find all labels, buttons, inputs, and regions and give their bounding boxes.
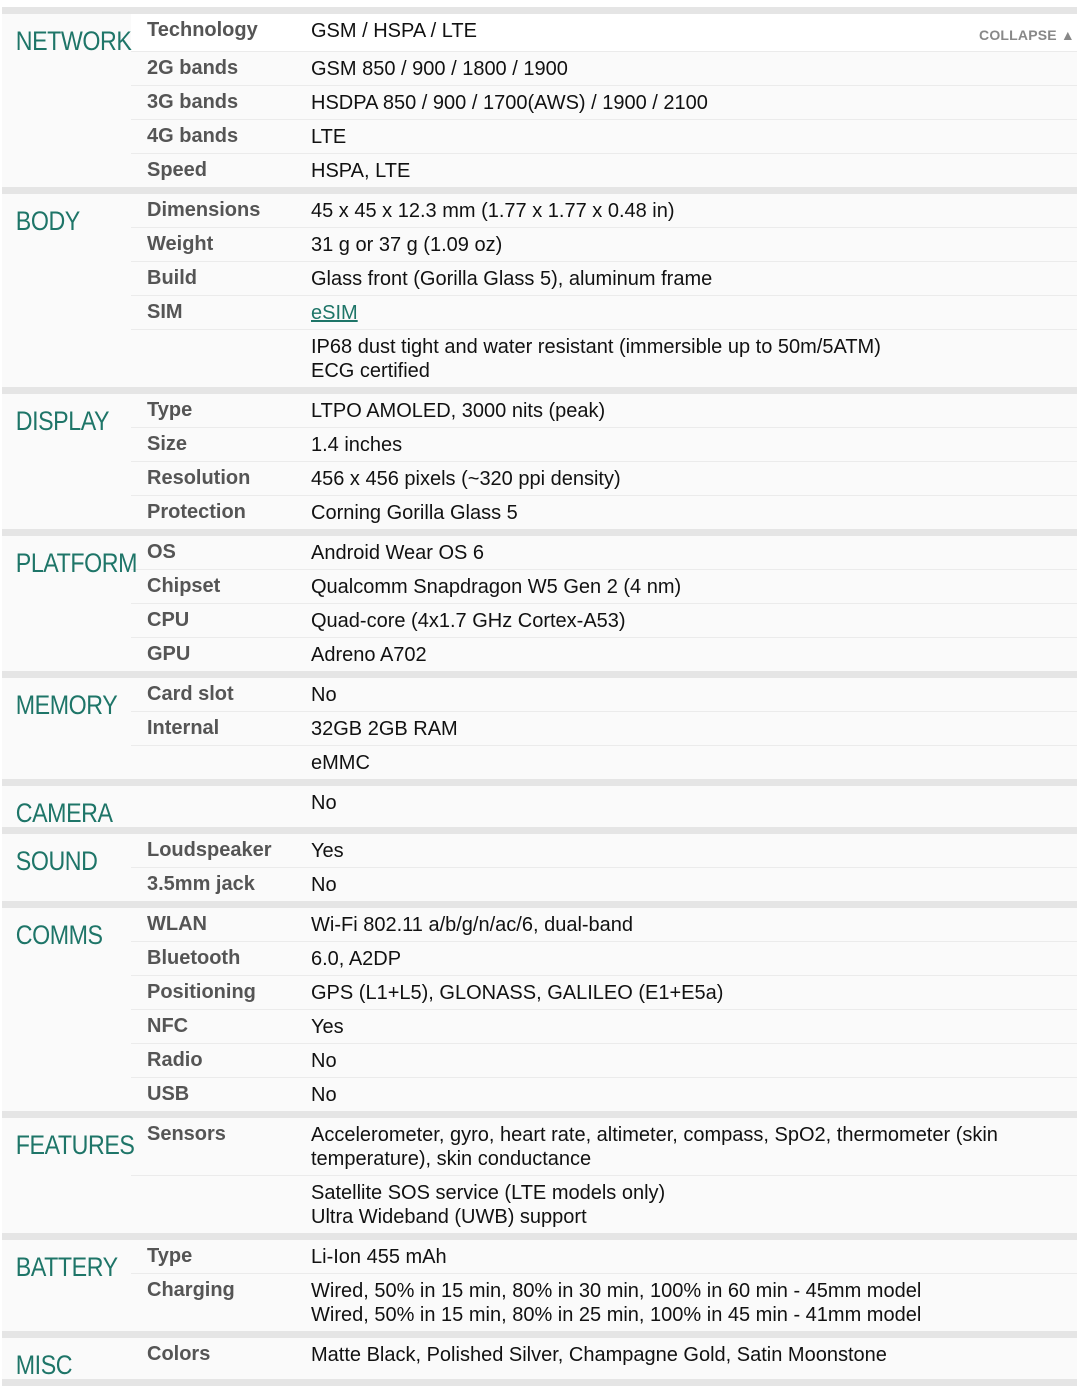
spec-value-line: Quad-core (4x1.7 GHz Cortex-A53) xyxy=(311,610,626,632)
spec-value xyxy=(311,908,1077,941)
section-title: BODY xyxy=(15,206,80,236)
spec-label: Internal xyxy=(147,717,220,739)
spec-label: Technology xyxy=(147,19,258,41)
spec-value xyxy=(311,786,1077,819)
spec-row xyxy=(131,462,1077,496)
spec-label: Radio xyxy=(147,1049,203,1071)
spec-label: Type xyxy=(147,1245,193,1267)
spec-value xyxy=(311,394,1077,427)
spec-value-line: No xyxy=(311,1084,337,1106)
spec-label: USB xyxy=(147,1083,190,1105)
section-title: MISC xyxy=(15,1350,73,1380)
spec-section-features xyxy=(2,1118,1077,1240)
spec-value xyxy=(311,1010,1077,1043)
spec-row xyxy=(131,1274,1077,1331)
spec-value-line: eMMC xyxy=(311,752,370,774)
spec-value-line: GSM / HSPA / LTE xyxy=(311,20,477,42)
spec-value-line: 456 x 456 pixels (~320 ppi density) xyxy=(311,468,621,490)
spec-row xyxy=(131,1078,1077,1111)
spec-row xyxy=(131,942,1077,976)
spec-label: Sensors xyxy=(147,1123,226,1145)
spec-value xyxy=(311,120,1077,153)
spec-label: Chipset xyxy=(147,575,221,597)
spec-value-line: Accelerometer, gyro, heart rate, altimeter, compass, SpO2, thermometer (skin temperature), skin conductance xyxy=(311,1124,998,1170)
spec-value-line: Adreno A702 xyxy=(311,644,427,666)
spec-label: Type xyxy=(147,399,193,421)
spec-value xyxy=(311,194,1077,227)
spec-value xyxy=(311,330,1077,387)
section-title: CAMERA xyxy=(15,798,113,828)
spec-rows xyxy=(131,1118,1077,1233)
spec-value xyxy=(311,678,1077,711)
spec-value xyxy=(311,1338,1077,1371)
spec-value xyxy=(311,1118,1077,1175)
spec-value xyxy=(311,868,1077,901)
spec-row xyxy=(131,570,1077,604)
spec-label: 3G bands xyxy=(147,91,239,113)
spec-row xyxy=(131,228,1077,262)
spec-section-network xyxy=(2,14,1077,194)
spec-row xyxy=(131,1338,1077,1371)
spec-label: CPU xyxy=(147,609,190,631)
spec-value-line: 32GB 2GB RAM xyxy=(311,718,458,740)
spec-label: SIM xyxy=(147,301,183,323)
spec-value xyxy=(311,228,1077,261)
spec-value-line: 1.4 inches xyxy=(311,434,403,456)
spec-value xyxy=(311,462,1077,495)
spec-section-misc xyxy=(2,1338,1077,1386)
section-title: COMMS xyxy=(15,920,103,950)
section-title: BATTERY xyxy=(15,1252,118,1282)
spec-rows xyxy=(131,834,1077,901)
spec-value xyxy=(311,1176,1077,1233)
spec-row xyxy=(131,1044,1077,1078)
section-title: FEATURES xyxy=(15,1130,135,1160)
spec-value xyxy=(311,746,1077,779)
spec-value xyxy=(311,638,1077,671)
spec-value xyxy=(311,154,1077,187)
spec-rows xyxy=(131,908,1077,1111)
spec-row xyxy=(131,604,1077,638)
spec-label: Positioning xyxy=(147,981,256,1003)
spec-row xyxy=(131,786,1077,819)
spec-value-line: Wired, 50% in 15 min, 80% in 25 min, 100% in 45 min - 41mm model xyxy=(311,1304,922,1326)
spec-row xyxy=(131,496,1077,529)
spec-label: 2G bands xyxy=(147,57,239,79)
spec-rows xyxy=(131,1240,1077,1331)
spec-value xyxy=(311,1044,1077,1077)
spec-value-line: No xyxy=(311,792,337,814)
collapse-button[interactable]: COLLAPSE ▲ xyxy=(979,27,1075,43)
spec-value-line: No xyxy=(311,874,337,896)
spec-value xyxy=(311,834,1077,867)
spec-row xyxy=(131,296,1077,330)
spec-row xyxy=(131,330,1077,387)
spec-value xyxy=(311,296,1077,329)
spec-value-line: IP68 dust tight and water resistant (immersible up to 50m/5ATM) xyxy=(311,336,881,358)
spec-value xyxy=(311,1274,1077,1331)
spec-row xyxy=(131,1010,1077,1044)
spec-label xyxy=(131,1176,311,1233)
spec-label: Build xyxy=(147,267,197,289)
spec-value xyxy=(311,536,1077,569)
spec-label: Charging xyxy=(147,1279,235,1301)
spec-value xyxy=(311,86,1077,119)
spec-value xyxy=(311,428,1077,461)
spec-value-line: 45 x 45 x 12.3 mm (1.77 x 1.77 x 0.48 in) xyxy=(311,200,675,222)
spec-value-line: Yes xyxy=(311,1016,344,1038)
spec-section-battery xyxy=(2,1240,1077,1338)
spec-row xyxy=(131,86,1077,120)
spec-value-line: HSPA, LTE xyxy=(311,160,411,182)
section-title: DISPLAY xyxy=(15,406,110,436)
spec-label: Size xyxy=(147,433,188,455)
spec-row xyxy=(131,262,1077,296)
spec-label: NFC xyxy=(147,1015,189,1037)
spec-label: WLAN xyxy=(147,913,207,935)
spec-label: GPU xyxy=(147,643,191,665)
spec-value xyxy=(311,52,1077,85)
section-title: MEMORY xyxy=(15,690,118,720)
spec-value xyxy=(311,262,1077,295)
spec-row xyxy=(131,1176,1077,1233)
spec-value-line: Corning Gorilla Glass 5 xyxy=(311,502,518,524)
spec-rows xyxy=(131,536,1077,671)
spec-label xyxy=(131,330,311,387)
spec-section-memory xyxy=(2,678,1077,786)
spec-row xyxy=(131,428,1077,462)
spec-row xyxy=(131,746,1077,779)
section-title: PLATFORM xyxy=(15,548,138,578)
spec-value xyxy=(311,1078,1077,1111)
spec-section-sound xyxy=(2,834,1077,908)
spec-value xyxy=(311,604,1077,637)
spec-label xyxy=(131,786,311,819)
spec-row xyxy=(131,120,1077,154)
spec-label: Bluetooth xyxy=(147,947,241,969)
specs-table xyxy=(2,7,1077,1386)
spec-rows xyxy=(131,14,1077,187)
spec-row xyxy=(131,712,1077,746)
spec-value xyxy=(311,712,1077,745)
spec-row xyxy=(131,868,1077,901)
spec-value-line: No xyxy=(311,684,337,706)
spec-label: Protection xyxy=(147,501,246,523)
spec-value xyxy=(311,14,1077,51)
spec-value xyxy=(311,496,1077,529)
spec-row xyxy=(131,14,1077,52)
spec-value-line: HSDPA 850 / 900 / 1700(AWS) / 1900 / 2100 xyxy=(311,92,708,114)
spec-value-line: 31 g or 37 g (1.09 oz) xyxy=(311,234,503,256)
spec-row xyxy=(131,194,1077,228)
spec-value-line: Li-Ion 455 mAh xyxy=(311,1246,447,1268)
spec-rows xyxy=(131,678,1077,779)
spec-value-line: GPS (L1+L5), GLONASS, GALILEO (E1+E5a) xyxy=(311,982,724,1004)
spec-row xyxy=(131,536,1077,570)
spec-rows xyxy=(131,786,1077,827)
spec-value-line: Yes xyxy=(311,840,344,862)
spec-label: Card slot xyxy=(147,683,234,705)
spec-rows xyxy=(131,1338,1077,1379)
spec-value-line: Glass front (Gorilla Glass 5), aluminum frame xyxy=(311,268,713,290)
spec-value-line: Ultra Wideband (UWB) support xyxy=(311,1206,587,1228)
spec-value-line: LTE xyxy=(311,126,347,148)
spec-value xyxy=(311,1240,1077,1273)
section-title: SOUND xyxy=(15,846,98,876)
spec-section-camera xyxy=(2,786,1077,834)
spec-value-line: Wi-Fi 802.11 a/b/g/n/ac/6, dual-band xyxy=(311,914,634,936)
spec-section-display xyxy=(2,394,1077,536)
spec-value-line: Satellite SOS service (LTE models only) xyxy=(311,1182,666,1204)
spec-label xyxy=(131,746,311,779)
spec-label: Dimensions xyxy=(147,199,261,221)
spec-row xyxy=(131,52,1077,86)
spec-value-line: 6.0, A2DP xyxy=(311,948,402,970)
spec-label: Weight xyxy=(147,233,214,255)
spec-label: Colors xyxy=(147,1343,211,1365)
spec-section-comms xyxy=(2,908,1077,1118)
section-title: NETWORK xyxy=(15,26,132,56)
spec-value-line: Qualcomm Snapdragon W5 Gen 2 (4 nm) xyxy=(311,576,682,598)
spec-row xyxy=(131,908,1077,942)
spec-row xyxy=(131,154,1077,187)
spec-value-link[interactable]: eSIM xyxy=(311,302,358,324)
spec-section-body xyxy=(2,194,1077,394)
spec-label: Resolution xyxy=(147,467,251,489)
spec-row xyxy=(131,638,1077,671)
spec-row xyxy=(131,834,1077,868)
spec-row xyxy=(131,1118,1077,1176)
spec-value-line: Android Wear OS 6 xyxy=(311,542,485,564)
spec-row xyxy=(131,1240,1077,1274)
spec-value-line: ECG certified xyxy=(311,360,430,382)
spec-label: 3.5mm jack xyxy=(147,873,255,895)
spec-value xyxy=(311,976,1077,1009)
spec-label: Loudspeaker xyxy=(147,839,272,861)
spec-rows xyxy=(131,394,1077,529)
spec-label: OS xyxy=(147,541,176,563)
spec-value-line: No xyxy=(311,1050,337,1072)
spec-value xyxy=(311,942,1077,975)
spec-row xyxy=(131,976,1077,1010)
spec-value-line: Wired, 50% in 15 min, 80% in 30 min, 100% in 60 min - 45mm model xyxy=(311,1280,922,1302)
spec-row xyxy=(131,678,1077,712)
spec-label: Speed xyxy=(147,159,208,181)
spec-value-line: GSM 850 / 900 / 1800 / 1900 xyxy=(311,58,568,80)
spec-value-line: Matte Black, Polished Silver, Champagne Gold, Satin Moonstone xyxy=(311,1344,887,1366)
spec-value xyxy=(311,570,1077,603)
spec-value-line: LTPO AMOLED, 3000 nits (peak) xyxy=(311,400,606,422)
spec-section-platform xyxy=(2,536,1077,678)
spec-rows xyxy=(131,194,1077,387)
spec-label: 4G bands xyxy=(147,125,239,147)
spec-row xyxy=(131,394,1077,428)
